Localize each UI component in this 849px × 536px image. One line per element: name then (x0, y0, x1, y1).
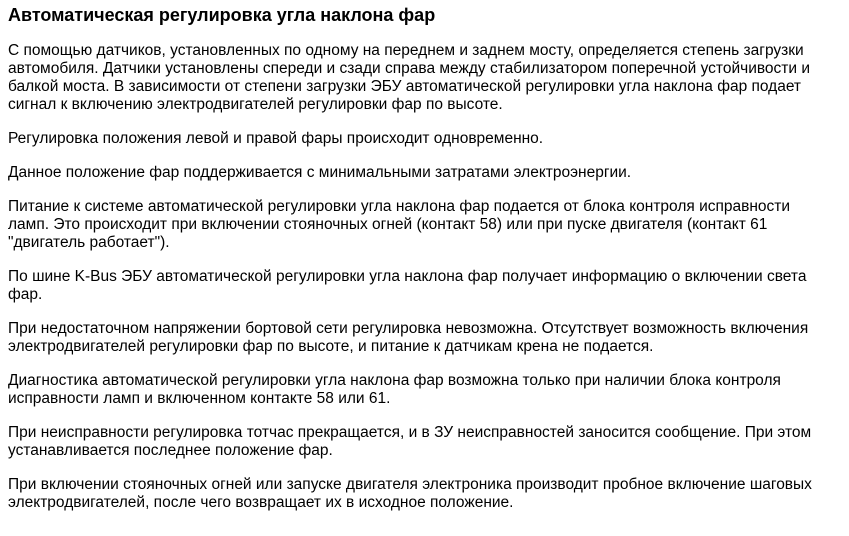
paragraph-energy: Данное положение фар поддерживается с минимальными затратами электроэнергии. (8, 164, 632, 181)
paragraph-power-supply: Питание к системе автоматической регулировки угла наклона фар подается от блока контроля исправности ламп. Это происходит при включении стояночных огней (контакт 58) или при пуске двигателя (контакт 61 "двигатель работает"). (8, 198, 791, 251)
paragraph-test-run: При включении стояночных огней или запуске двигателя электроника производит пробное включение шаговых электродвигателей, после чего возвращает их в исходное положение. (8, 476, 812, 511)
paragraph-simultaneous: Регулировка положения левой и правой фары происходит одновременно. (8, 130, 544, 147)
paragraph-diagnostics: Диагностика автоматической регулировки угла наклона фар возможна только при наличии блока контроля исправности ламп и включенном контакте 58 или 61. (8, 372, 781, 407)
page-title: Автоматическая регулировка угла наклона фар (8, 5, 436, 25)
paragraph-malfunction: При неисправности регулировка тотчас прекращается, и в ЗУ неисправностей заносится сообщение. При этом устанавливается последнее положение фар. (8, 424, 812, 459)
paragraph-kbus: По шине K-Bus ЭБУ автоматической регулировки угла наклона фар получает информацию о включении света фар. (8, 268, 807, 303)
document-body (8, 0, 828, 528)
paragraph-low-voltage: При недостаточном напряжении бортовой сети регулировка невозможна. Отсутствует возможность включения электродвигателей регулировки фар по высоте, и питание к датчикам крена не подается. (8, 320, 809, 355)
paragraph-sensors: С помощью датчиков, установленных по одному на переднем и заднем мосту, определяется степень загрузки автомобиля. Датчики установлены спереди и сзади справа между стабилизатором поперечной устойчивости и балкой моста. В зависимости от степени загрузки ЭБУ автоматической регулировки угла наклона фар подает сигнал к включению электродвигателей регулировки фар по высоте. (8, 42, 811, 113)
